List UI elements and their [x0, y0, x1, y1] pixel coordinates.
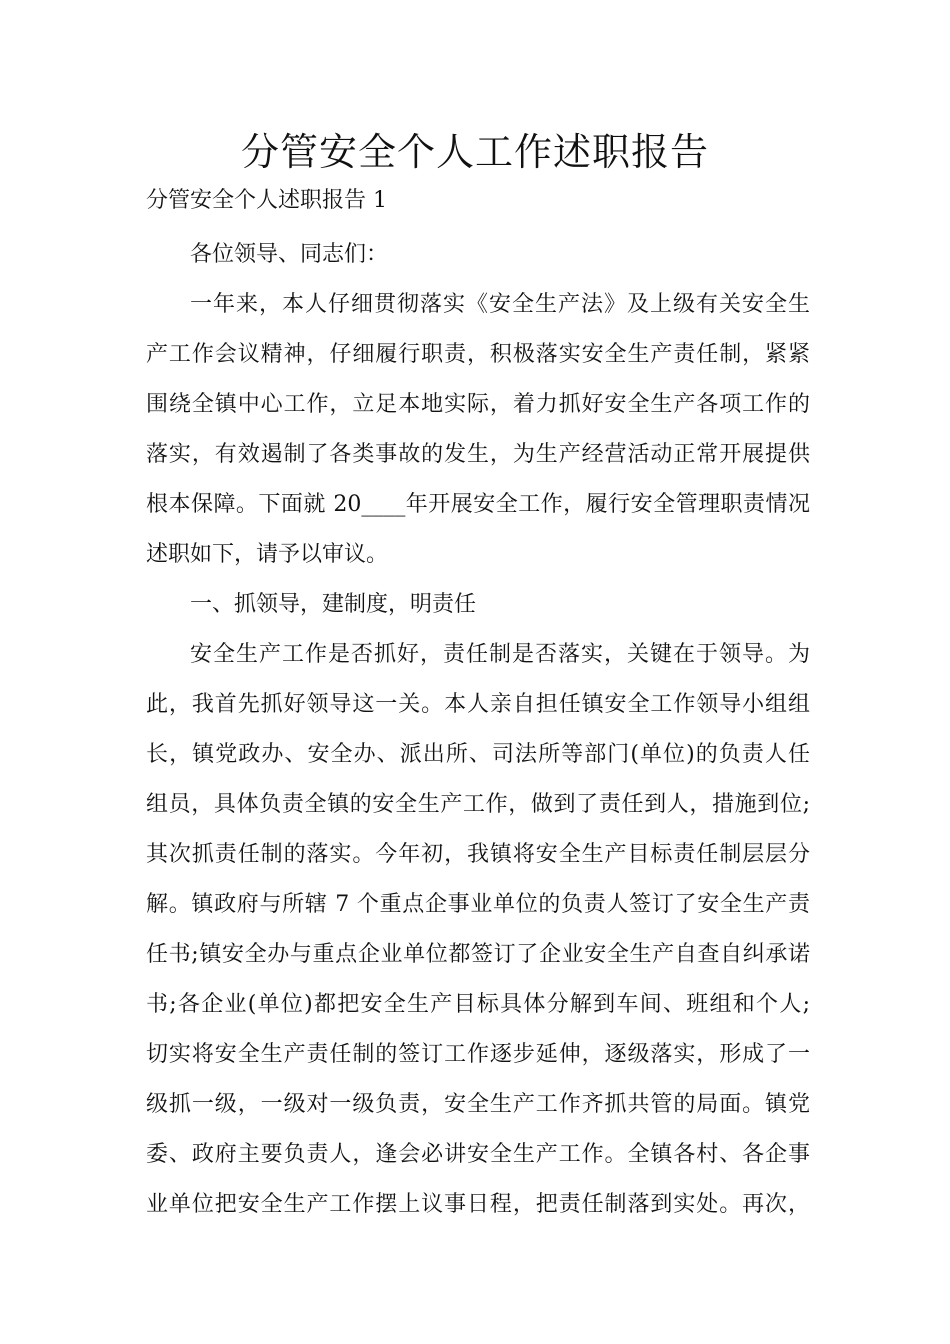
body-line: 围绕全镇中心工作，立足本地实际，着力抓好安全生产各项工作的	[146, 392, 810, 417]
document-body	[146, 230, 810, 1230]
body-line: 落实，有效遏制了各类事故的发生，为生产经营活动正常开展提供	[146, 442, 810, 467]
body-line: 述职如下，请予以审议。	[146, 542, 389, 567]
body-line: 组员，具体负责全镇的安全生产工作，做到了责任到人，措施到位;	[146, 792, 810, 817]
body-line: 一、抓领导，建制度，明责任	[190, 592, 477, 617]
body-line: 一年来，本人仔细贯彻落实《安全生产法》及上级有关安全生	[190, 292, 810, 317]
body-line: 安全生产工作是否抓好，责任制是否落实，关键在于领导。为	[190, 642, 810, 667]
document-subtitle: 分管安全个人述职报告 1	[146, 188, 387, 213]
document-title: 分管安全个人工作述职报告	[240, 130, 709, 174]
body-line: 其次抓责任制的落实。今年初，我镇将安全生产目标责任制层层分	[146, 842, 810, 867]
body-line: 委、政府主要负责人，逢会必讲安全生产工作。全镇各村、各企事	[146, 1142, 810, 1167]
body-line: 产工作会议精神，仔细履行职责，积极落实安全生产责任制，紧紧	[146, 342, 810, 367]
body-line: 书;各企业(单位)都把安全生产目标具体分解到车间、班组和个人;	[146, 992, 810, 1017]
body-line: 切实将安全生产责任制的签订工作逐步延伸，逐级落实，形成了一	[146, 1042, 810, 1067]
body-line: 各位领导、同志们：	[190, 242, 389, 267]
body-line: 级抓一级，一级对一级负责，安全生产工作齐抓共管的局面。镇党	[146, 1092, 810, 1117]
body-line: 长，镇党政办、安全办、派出所、司法所等部门(单位)的负责人任	[146, 742, 810, 767]
body-line: 任书;镇安全办与重点企业单位都签订了企业安全生产自查自纠承诺	[146, 942, 810, 967]
body-line: 根本保障。下面就 20____年开展安全工作，履行安全管理职责情况	[146, 492, 810, 517]
body-line: 解。镇政府与所辖 7 个重点企事业单位的负责人签订了安全生产责	[146, 892, 810, 917]
body-line: 此，我首先抓好领导这一关。本人亲自担任镇安全工作领导小组组	[146, 692, 810, 717]
body-line: 业单位把安全生产工作摆上议事日程，把责任制落到实处。再次，	[146, 1192, 810, 1217]
